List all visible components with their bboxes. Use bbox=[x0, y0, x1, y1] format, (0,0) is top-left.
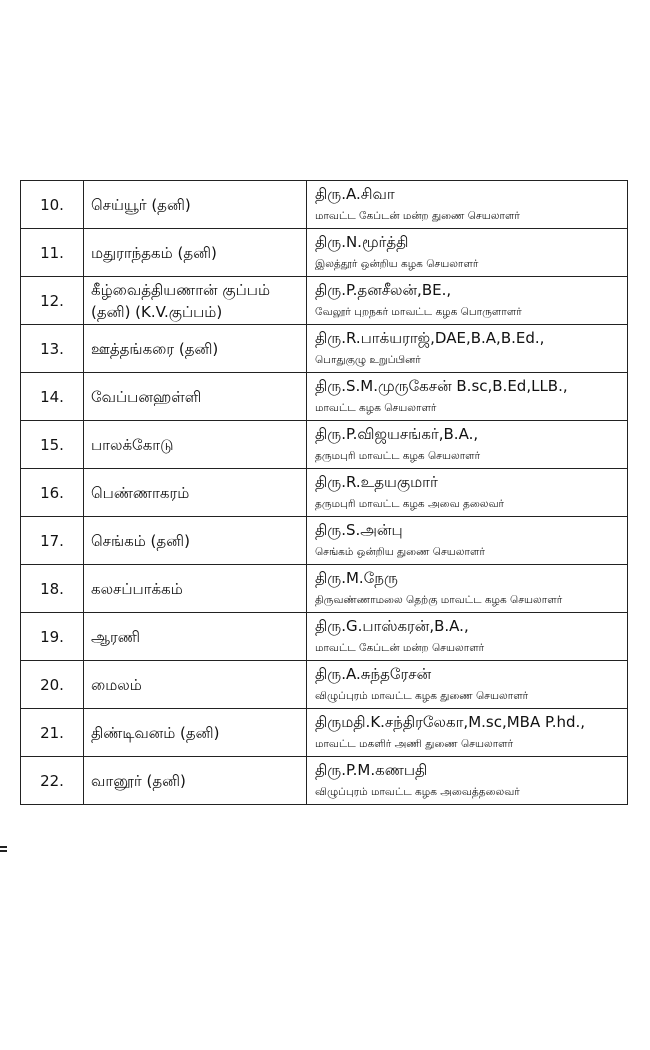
serial-number: 14. bbox=[21, 373, 84, 421]
constituency-name: மதுராந்தகம் (தனி) bbox=[84, 229, 307, 277]
candidate-role: தருமபுரி மாவட்ட கழக அவை தலைவர் bbox=[315, 497, 504, 510]
candidate-role: விழுப்புரம் மாவட்ட கழக துணை செயலாளர் bbox=[315, 689, 529, 702]
serial-number: 16. bbox=[21, 469, 84, 517]
serial-number: 18. bbox=[21, 565, 84, 613]
table-row bbox=[21, 709, 628, 757]
serial-number: 11. bbox=[21, 229, 84, 277]
serial-number: 12. bbox=[21, 277, 84, 325]
serial-number: 20. bbox=[21, 661, 84, 709]
candidate-cell bbox=[307, 661, 628, 709]
table-row bbox=[21, 181, 628, 229]
candidate-name: திரு.N.மூர்த்தி bbox=[315, 232, 409, 251]
candidate-table bbox=[20, 180, 628, 805]
table-row bbox=[21, 421, 628, 469]
candidate-table-body bbox=[21, 181, 628, 805]
candidate-role: மாவட்ட மகளிர் அணி துணை செயலாளர் bbox=[315, 737, 514, 750]
candidate-cell bbox=[307, 613, 628, 661]
table-row bbox=[21, 613, 628, 661]
serial-number: 15. bbox=[21, 421, 84, 469]
candidate-role: இலத்தூர் ஒன்றிய கழக செயலாளர் bbox=[315, 257, 479, 270]
constituency-name: வானூர் (தனி) bbox=[84, 757, 307, 805]
candidate-cell bbox=[307, 709, 628, 757]
candidate-name: திரு.G.பாஸ்கரன்,B.A., bbox=[315, 616, 469, 635]
table-row bbox=[21, 229, 628, 277]
constituency-name: செங்கம் (தனி) bbox=[84, 517, 307, 565]
candidate-role: மாவட்ட கேப்டன் மன்ற துணை செயலாளர் bbox=[315, 209, 520, 222]
candidate-cell bbox=[307, 757, 628, 805]
candidate-cell bbox=[307, 565, 628, 613]
candidate-role: மாவட்ட கழக செயலாளர் bbox=[315, 401, 437, 414]
constituency-name: ஆரணி bbox=[84, 613, 307, 661]
candidate-cell bbox=[307, 277, 628, 325]
candidate-cell bbox=[307, 421, 628, 469]
candidate-role: செங்கம் ஒன்றிய துணை செயலாளர் bbox=[315, 545, 485, 558]
serial-number: 17. bbox=[21, 517, 84, 565]
candidate-cell bbox=[307, 229, 628, 277]
constituency-name: ஊத்தங்கரை (தனி) bbox=[84, 325, 307, 373]
serial-number: 10. bbox=[21, 181, 84, 229]
table-row bbox=[21, 277, 628, 325]
table-row bbox=[21, 325, 628, 373]
serial-number: 13. bbox=[21, 325, 84, 373]
table-row bbox=[21, 517, 628, 565]
constituency-name: கலசப்பாக்கம் bbox=[84, 565, 307, 613]
candidate-name: திரு.A.சுந்தரேசன் bbox=[315, 664, 432, 683]
candidate-cell bbox=[307, 469, 628, 517]
candidate-role: விழுப்புரம் மாவட்ட கழக அவைத்தலைவர் bbox=[315, 785, 520, 798]
candidate-cell bbox=[307, 373, 628, 421]
candidate-name: திரு.P.M.கணபதி bbox=[315, 760, 428, 779]
candidate-role: வேலூர் புறநகர் மாவட்ட கழக பொருளாளர் bbox=[315, 305, 522, 318]
candidate-name: திரு.S.அன்பு bbox=[315, 520, 403, 539]
constituency-name: திண்டிவனம் (தனி) bbox=[84, 709, 307, 757]
candidate-name: திரு.R.பாக்யராஜ்,DAE,B.A,B.Ed., bbox=[315, 328, 545, 347]
candidate-role: மாவட்ட கேப்டன் மன்ற செயலாளர் bbox=[315, 641, 485, 654]
candidate-role: பொதுகுழு உறுப்பினர் bbox=[315, 353, 421, 366]
serial-number: 19. bbox=[21, 613, 84, 661]
candidate-name: திரு.P.விஜயசங்கர்,B.A., bbox=[315, 424, 479, 443]
candidate-role: தருமபுரி மாவட்ட கழக செயலாளர் bbox=[315, 449, 481, 462]
candidate-name: திரு.P.தனசீலன்,BE., bbox=[315, 280, 452, 299]
candidate-name: திரு.A.சிவா bbox=[315, 184, 395, 203]
serial-number: 22. bbox=[21, 757, 84, 805]
table-row bbox=[21, 469, 628, 517]
constituency-name: செய்யூர் (தனி) bbox=[84, 181, 307, 229]
table-row bbox=[21, 661, 628, 709]
candidate-cell bbox=[307, 181, 628, 229]
constituency-name: பெண்ணாகரம் bbox=[84, 469, 307, 517]
candidate-cell bbox=[307, 325, 628, 373]
candidate-cell bbox=[307, 517, 628, 565]
candidate-name: திரு.R.உதயகுமார் bbox=[315, 472, 438, 491]
constituency-name: கீழ்வைத்தியணான் குப்பம் (தனி) (K.V.குப்பம்) bbox=[84, 277, 307, 325]
candidate-role: திருவண்ணாமலை தெற்கு மாவட்ட கழக செயலாளர் bbox=[315, 593, 563, 606]
constituency-name: பாலக்கோடு bbox=[84, 421, 307, 469]
serial-number: 21. bbox=[21, 709, 84, 757]
candidate-name: திரு.M.நேரு bbox=[315, 568, 398, 587]
table-row bbox=[21, 757, 628, 805]
page-edge-mark bbox=[0, 846, 7, 848]
candidate-name: திருமதி.K.சந்திரலேகா,M.sc,MBA P.hd., bbox=[315, 712, 586, 731]
table-row bbox=[21, 565, 628, 613]
candidate-name: திரு.S.M.முருகேசன் B.sc,B.Ed,LLB., bbox=[315, 376, 568, 395]
table-row bbox=[21, 373, 628, 421]
constituency-name: மைலம் bbox=[84, 661, 307, 709]
constituency-name: வேப்பனஹள்ளி bbox=[84, 373, 307, 421]
